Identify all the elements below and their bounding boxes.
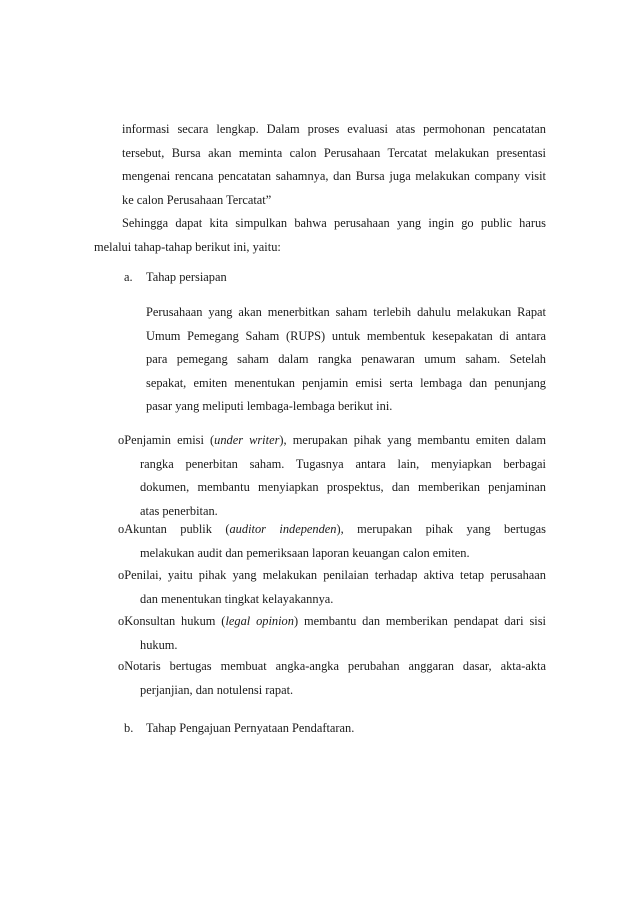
section-a-body xyxy=(146,301,546,419)
text-line: oKonsultan hukum (legal opinion) membantu dan memberikan pendapat dari sisi xyxy=(118,614,546,628)
list-item-cont xyxy=(140,453,546,524)
paragraph-continuation xyxy=(122,118,546,212)
section-a-marker: a. xyxy=(124,270,133,284)
text-line: tersebut, Bursa akan meminta calon Perusahaan Tercatat melakukan presentasi xyxy=(122,145,546,160)
text-line: Umum Pemegang Saham (RUPS) untuk membentuk kesepakatan di antara xyxy=(146,328,546,343)
text-line: mengenai rencana pencatatan sahamnya, dan Bursa juga melakukan company visit xyxy=(122,169,546,183)
bullet-marker: o xyxy=(118,659,125,673)
text-line: para pemegang saham dalam rangka penawaran umum saham. Setelah xyxy=(146,352,546,366)
section-b-marker: b. xyxy=(124,721,134,735)
emphasis: under writer xyxy=(214,433,280,447)
text-line: informasi secara lengkap. Dalam proses evaluasi atas permohonan pencatatan xyxy=(122,122,546,136)
section-b-title: Tahap Pengajuan Pernyataan Pendaftaran. xyxy=(146,721,355,735)
text-line: pasar yang meliputi lembaga-lembaga berikut ini. xyxy=(146,399,393,413)
text-line: rangka penerbitan saham. Tugasnya antara lain, menyiapkan berbagai xyxy=(140,456,546,471)
text-line: perjanjian, dan notulensi rapat. xyxy=(140,682,294,697)
bullet-marker: o xyxy=(118,433,125,447)
text-line: oPenilai, yaitu pihak yang melakukan penilaian terhadap aktiva tetap perusahaan xyxy=(118,568,546,582)
text-line: melakukan audit dan pemeriksaan laporan keuangan calon emiten. xyxy=(140,545,470,560)
list-item xyxy=(118,564,546,588)
text-line: dokumen, membantu menyiapkan prospektus, dan memberikan penjaminan xyxy=(140,480,546,494)
list-item-cont xyxy=(140,588,546,612)
emphasis: legal opinion xyxy=(225,614,294,628)
text-line: atas penerbitan. xyxy=(140,503,218,518)
text-line: dan menentukan tingkat kelayakannya. xyxy=(140,591,334,606)
text-line: oAkuntan publik (auditor independen), merupakan pihak yang bertugas xyxy=(118,522,546,536)
list-item xyxy=(118,655,546,679)
list-item-cont xyxy=(140,542,546,566)
list-item xyxy=(118,518,546,542)
paragraph-summary-cont xyxy=(94,236,546,260)
emphasis: auditor independen xyxy=(229,522,337,536)
text-line: oNotaris bertugas membuat angka-angka perubahan anggaran dasar, akta-akta xyxy=(118,659,546,673)
text-line: oPenjamin emisi (under writer), merupakan pihak yang membantu emiten dalam xyxy=(118,433,546,447)
text-line: Sehingga dapat kita simpulkan bahwa perusahaan yang ingin go public harus xyxy=(122,216,546,230)
text-line: Perusahaan yang akan menerbitkan saham terlebih dahulu melakukan Rapat xyxy=(146,305,546,319)
list-item-cont xyxy=(140,634,546,658)
list-item xyxy=(118,610,546,634)
text-line: sepakat, emiten menentukan penjamin emisi serta lembaga dan penunjang xyxy=(146,375,546,390)
bullet-marker: o xyxy=(118,614,125,628)
text-line: melalui tahap-tahap berikut ini, yaitu: xyxy=(94,239,281,254)
bullet-marker: o xyxy=(118,568,125,582)
list-item xyxy=(118,429,546,453)
paragraph-summary xyxy=(122,212,546,236)
section-a-title: Tahap persiapan xyxy=(146,270,227,284)
text-line: ke calon Perusahaan Tercatat” xyxy=(122,192,272,207)
bullet-marker: o xyxy=(118,522,125,536)
text-line: hukum. xyxy=(140,637,178,652)
list-item-cont xyxy=(140,679,546,703)
